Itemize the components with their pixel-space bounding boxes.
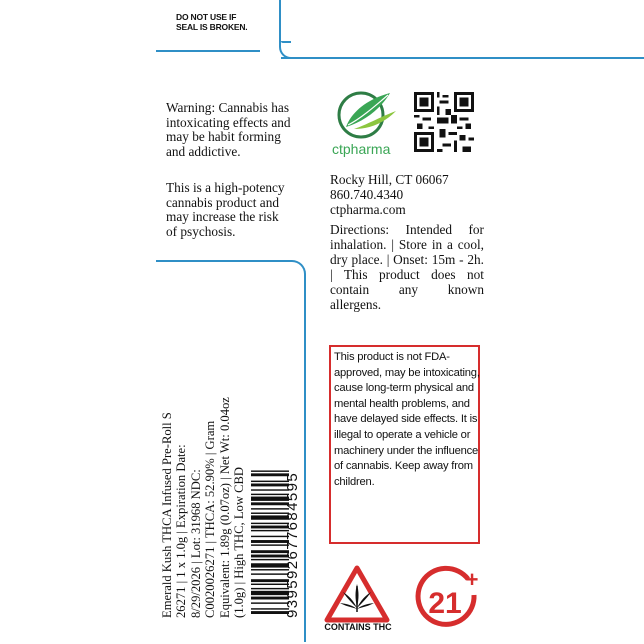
contact-website: ctpharma.com [330, 202, 406, 217]
contains-thc-caption: CONTAINS THC [324, 622, 392, 632]
warning-text: Warning: Cannabis has intoxicating effects and may be habit forming and addictive. [166, 100, 291, 159]
thc-warning-triangle-icon [323, 564, 391, 624]
product-label-panel [156, 284, 304, 624]
product-label [160, 288, 246, 618]
blue-divider-top-left [156, 50, 260, 52]
age-badge-number: 21 [428, 587, 462, 620]
fda-warning-text: This product is not FDA-approved, may be intoxicating, cause long-term physical and mental health problems, and have delayed side effects. It is illegal to operate a vehicle or machinery under the influence of cannabis. Keep away from children. [334, 351, 480, 488]
contact-block [330, 172, 449, 217]
seal-notice-line-2: SEAL IS BROKEN. [176, 22, 248, 32]
product-label-line: Equivalent: 1.89g (0.07oz) | Net Wt: 0.04oz [217, 397, 232, 618]
product-label-line: 26271 | 1 x 1.0g | Expiration Date: [174, 444, 189, 618]
age-badge-plus: + [465, 567, 479, 592]
product-label-line: 8/29/2026 | Lot: 31968 NDC: [188, 469, 203, 618]
contact-address: Rocky Hill, CT 06067 [330, 172, 449, 187]
barcode-number: 939592677684595 [284, 471, 301, 618]
product-label-line: C0020026271 | THCA: 52.90% | Gram [203, 420, 218, 618]
seal-notice [176, 12, 266, 32]
age-21-plus-icon [412, 565, 484, 637]
seal-notice-line-1: DO NOT USE IF [176, 12, 237, 22]
high-potency-text: This is a high-potency cannabis product and may increase the risk of psychosis. [166, 180, 285, 239]
ctpharma-logo [326, 85, 406, 160]
product-label-rotated [156, 284, 304, 624]
qr-code-icon [414, 92, 474, 152]
product-label-line: Emerald Kush THCA Infused Pre-Roll S [160, 412, 174, 618]
contact-phone: 860.740.4340 [330, 187, 404, 202]
blue-divider-horizontal-top [281, 57, 644, 59]
brand-name: ctpharma [332, 141, 391, 157]
directions-text: Directions: Intended for inhalation. | Store in a cool, dry place. | Onset: 15m - 2h. | This product does not contain any known allergens. [330, 222, 484, 312]
blue-divider-vertical-top [279, 0, 281, 41]
product-label-line: (1.0g) | High THC, Low CBD [232, 467, 247, 618]
